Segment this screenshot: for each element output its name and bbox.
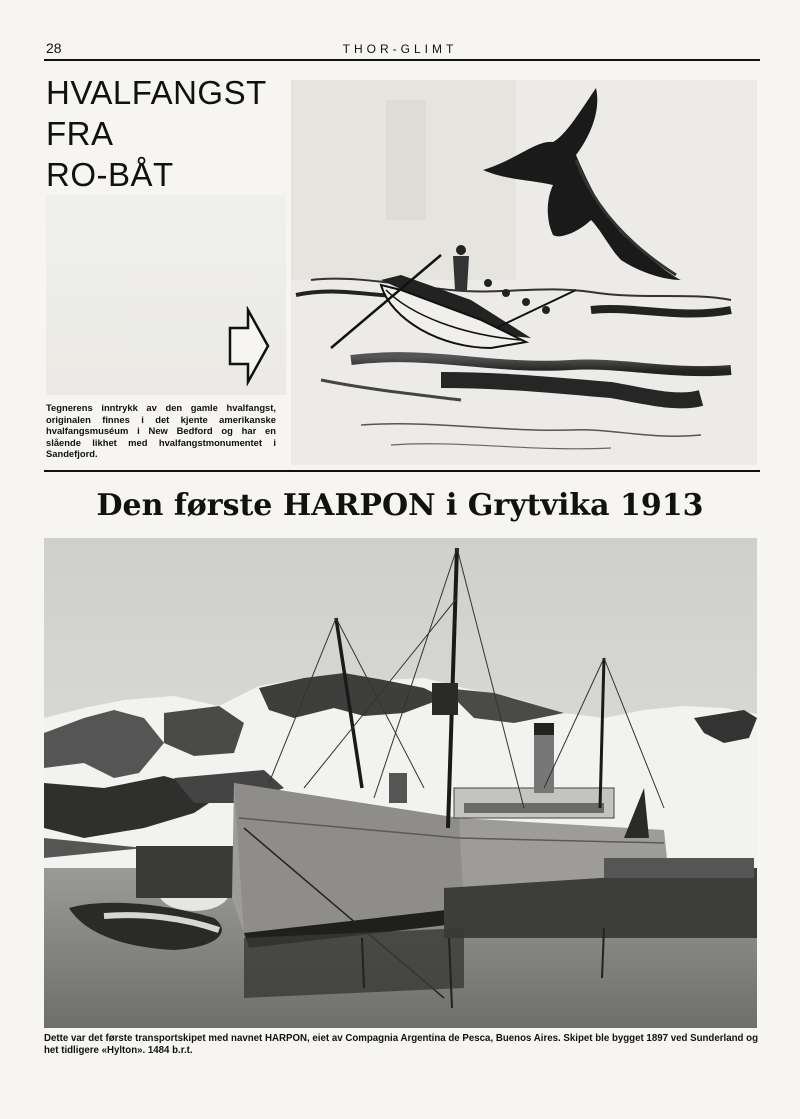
section-rule — [44, 470, 760, 472]
harpon-ship-photograph — [44, 538, 757, 1028]
page-number: 28 — [46, 40, 62, 56]
headline-line-1: HVALFANGST — [46, 74, 267, 111]
headline-line-3: RO-BÅT — [46, 156, 174, 193]
running-title: THOR-GLIMT — [342, 42, 458, 56]
header-rule — [44, 59, 760, 61]
headline-line-2: FRA — [46, 115, 114, 152]
drawing-caption: Tegnerens inntrykk av den gamle hvalfangst, originalen finnes i det kjente amerikanske hvalfangsmuséum i New Bedford og har en slående likhet med hvalfangstmonumentet i Sandefjord. — [46, 402, 276, 459]
article-headline — [46, 72, 296, 195]
photo-caption: Dette var det første transportskipet med navnet HARPON, eiet av Compagnia Argentina de Pesca, Buenos Aires. Skipet ble bygget 1897 ved Sunderland og het tidligere «Hylton». 1484 b.r.t. — [44, 1033, 758, 1056]
article-title: Den første HARPON i Grytvika 1913 — [96, 488, 704, 523]
whaling-boat-illustration — [291, 80, 757, 465]
arrow-right-icon — [226, 306, 272, 386]
